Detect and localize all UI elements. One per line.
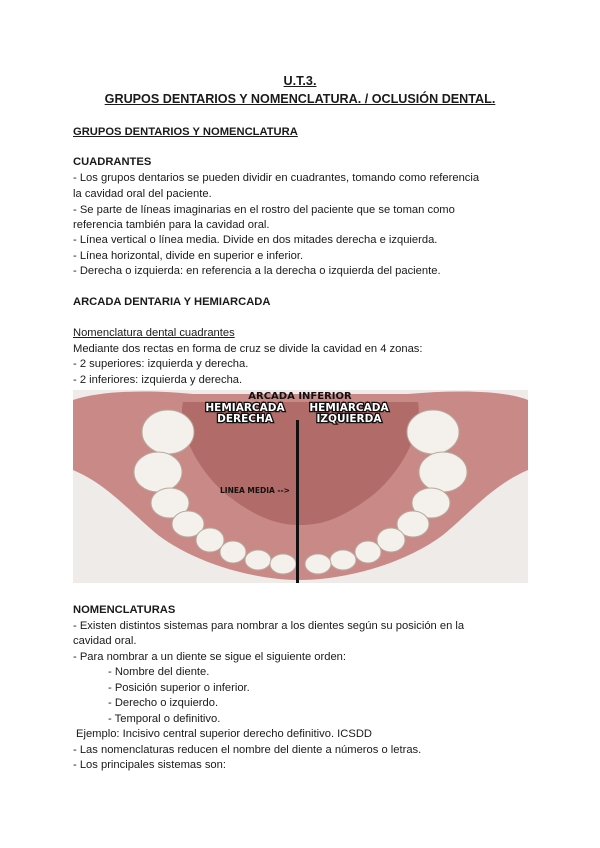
arcada-line: - 2 superiores: izquierda y derecha.: [73, 358, 249, 370]
cuadrantes-line: - Línea vertical o línea media. Divide en dos mitades derecha e izquierda.: [73, 234, 438, 246]
nomenclaturas-indented-line: - Posición superior o inferior.: [108, 682, 250, 694]
cuadrantes-line: referencia también para la cavidad oral.: [73, 219, 270, 231]
nomenclaturas-indented-line: - Temporal o definitivo.: [108, 713, 221, 725]
nomenclaturas-line: - Los principales sistemas son:: [73, 759, 226, 771]
arcada-subheading: Nomenclatura dental cuadrantes: [73, 327, 235, 339]
midline-bar: [296, 420, 299, 583]
document-title: GRUPOS DENTARIOS Y NOMENCLATURA. / OCLUSIÓN DENTAL.: [104, 92, 496, 106]
right-hemi-label-1: HEMIARCADA: [309, 402, 389, 414]
unit-title: U.T.3.: [283, 74, 317, 88]
lower-arch-photo: [73, 390, 528, 583]
cuadrantes-line: - Línea horizontal, divide en superior e inferior.: [73, 250, 304, 262]
cuadrantes-line: - Derecha o izquierda: en referencia a la derecha o izquierda del paciente.: [73, 265, 441, 277]
left-hemi-label-1: HEMIARCADA: [205, 402, 285, 414]
cuadrantes-line: - Los grupos dentarios se pueden dividir en cuadrantes, tomando como referencia: [73, 172, 480, 184]
nomenclaturas-indented-line: - Nombre del diente.: [108, 666, 210, 678]
arch-top-label: ARCADA INFERIOR: [248, 391, 352, 402]
nomenclaturas-line: - Para nombrar a un diente se sigue el siguiente orden:: [73, 651, 347, 663]
arcada-line: Mediante dos rectas en forma de cruz se divide la cavidad en 4 zonas:: [73, 343, 423, 355]
section-title: GRUPOS DENTARIOS Y NOMENCLATURA: [73, 126, 298, 138]
nomenclaturas-indented-line: - Derecho o izquierdo.: [108, 697, 219, 709]
nomenclaturas-line: - Existen distintos sistemas para nombrar a los dientes según su posición en la: [73, 620, 465, 632]
nomenclaturas-line: cavidad oral.: [73, 635, 137, 647]
right-hemi-label-2: IZQUIERDA: [316, 413, 382, 425]
cuadrantes-line: la cavidad oral del paciente.: [73, 188, 212, 200]
nomenclaturas-line: - Las nomenclaturas reducen el nombre del diente a números o letras.: [73, 744, 422, 756]
arcada-heading: ARCADA DENTARIA Y HEMIARCADA: [73, 296, 271, 308]
nomenclaturas-heading: NOMENCLATURAS: [73, 604, 176, 616]
cuadrantes-line: - Se parte de líneas imaginarias en el rostro del paciente que se toman como: [73, 204, 455, 216]
cuadrantes-heading: CUADRANTES: [73, 156, 152, 168]
left-hemi-label-2: DERECHA: [217, 413, 273, 425]
midline-label: LINEA MEDIA -->: [220, 486, 290, 495]
arcada-line: - 2 inferiores: izquierda y derecha.: [73, 374, 243, 386]
nomenclaturas-example: Ejemplo: Incisivo central superior derecho definitivo. ICSDD: [76, 728, 372, 740]
